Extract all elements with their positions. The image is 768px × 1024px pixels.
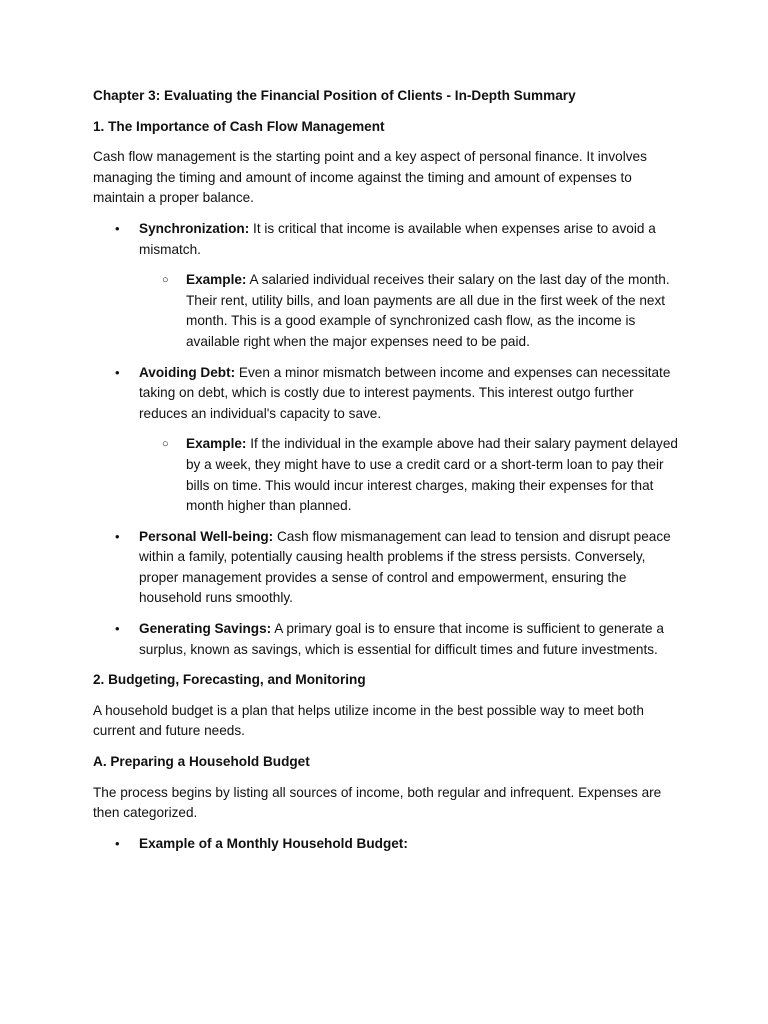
bullet-icon: • [115,528,120,544]
bullet-icon: • [115,364,120,380]
sub-item-text: If the individual in the example above had their salary payment delayed by a week, they might have to use a credit card or a short-term loan to pay their bills on time. This would incur interest charges, making their expenses for that month higher than planned. [186,436,678,514]
list-item-generating-savings [93,619,678,660]
circle-bullet-icon: ○ [162,438,169,451]
item-label: Avoiding Debt: [139,364,236,380]
bullet-icon: • [115,621,120,637]
section-2-heading: 2. Budgeting, Forecasting, and Monitoring [93,672,366,688]
sub-list [139,270,678,352]
section-1-list [93,219,678,660]
sub-item-label: Example: [186,272,247,288]
item-text: Cash flow mismanagement can lead to tension and disrupt peace within a family, potentially causing health problems if the stress persists. Conversely, proper management provides a sense of control and empowerment, ensuring the household runs smoothly. [139,528,671,606]
circle-bullet-icon: ○ [162,274,169,287]
sub-item-label: Example: [186,436,247,452]
list-item-synchronization [93,219,678,353]
item-text: Even a minor mismatch between income and expenses can necessitate taking on debt, which is costly due to interest payments. This interest outgo further reduces an individual's capacity to save. [139,364,671,421]
document-page [93,86,678,864]
item-label: Synchronization: [139,220,250,236]
sub-list-item-example [139,434,678,516]
section-1-heading: 1. The Importance of Cash Flow Management [93,118,385,134]
section-2-intro: A household budget is a plan that helps utilize income in the best possible way to meet both current and future needs. [93,702,644,739]
sub-list [139,434,678,516]
section-1-intro: Cash flow management is the starting point and a key aspect of personal finance. It involves managing the timing and amount of income against the timing and amount of expenses to maintain a proper balance. [93,149,647,206]
section-a-intro: The process begins by listing all sources of income, both regular and infrequent. Expenses are then categorized. [93,784,662,821]
list-item-avoiding-debt [93,363,678,517]
bullet-icon: • [115,220,120,236]
chapter-title: Chapter 3: Evaluating the Financial Position of Clients - In-Depth Summary [93,88,576,103]
item-text: It is critical that income is available when expenses arise to avoid a mismatch. [139,220,656,257]
item-text: A primary goal is to ensure that income is sufficient to generate a surplus, known as savings, which is essential for difficult times and future investments. [139,621,664,657]
section-a-list [93,834,678,855]
sub-item-text: A salaried individual receives their salary on the last day of the month. Their rent, utility bills, and loan payments are all due in the first week of the next month. This is a good example of synchronized cash flow, as the income is available right when the major expenses need to be paid. [186,272,670,349]
bullet-icon: • [115,835,120,851]
item-label: Generating Savings: [139,621,272,637]
list-item-personal-well-being [93,527,678,609]
item-label: Personal Well-being: [139,528,274,544]
section-a-heading: A. Preparing a Household Budget [93,754,310,770]
list-item-budget-example [93,834,678,855]
sub-list-item-example [139,270,678,352]
item-label: Example of a Monthly Household Budget: [139,835,408,851]
